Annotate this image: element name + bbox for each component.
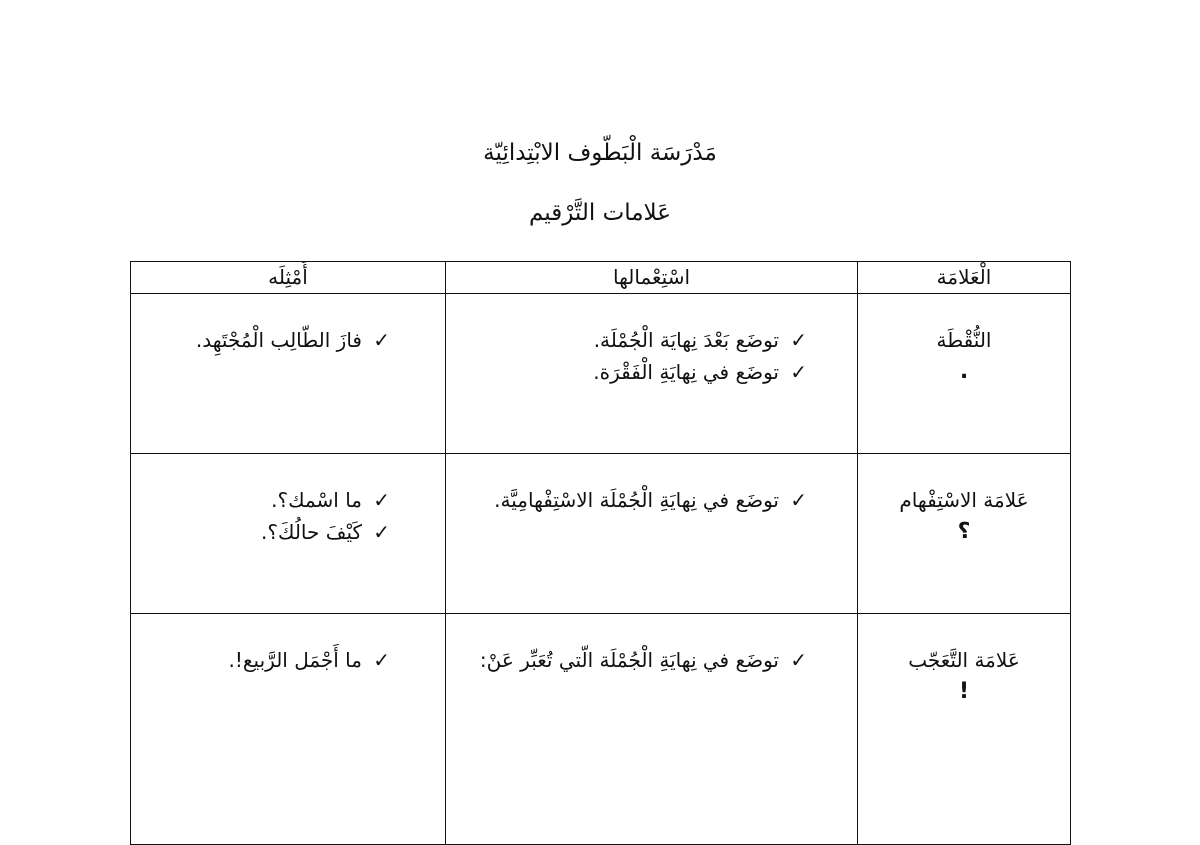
mark-symbol: ؟ bbox=[957, 519, 971, 544]
examples-cell bbox=[131, 614, 446, 845]
examples-cell bbox=[131, 294, 446, 454]
checkmark-icon: ✓ bbox=[373, 648, 390, 672]
mark-name: عَلامَة التَّعَجّب bbox=[908, 648, 1020, 672]
usage-cell bbox=[446, 614, 858, 845]
table-row bbox=[131, 294, 1071, 454]
document-title: عَلامات التَّرْقيم bbox=[528, 200, 671, 226]
usage-cell bbox=[446, 294, 858, 454]
list-item: ✓ فازَ الطّالِب الْمُجْتَهِد. bbox=[131, 324, 390, 356]
table-header-row bbox=[131, 262, 1071, 294]
checkmark-icon: ✓ bbox=[790, 360, 807, 384]
usage-cell bbox=[446, 454, 858, 614]
list-item: ✓ توضَع بَعْدَ نِهايَة الْجُمْلَة. bbox=[446, 324, 807, 356]
mark-symbol: ! bbox=[958, 679, 970, 704]
table-row bbox=[131, 454, 1071, 614]
list-item: ✓ توضَع في نِهايَةِ الْفَقْرَة. bbox=[446, 356, 807, 388]
checkmark-icon: ✓ bbox=[373, 328, 390, 352]
list-item: ✓ توضَع في نِهايَةِ الْجُمْلَة الاسْتِفْهامِيَّة. bbox=[446, 484, 807, 516]
mark-name: النُّقْطَة bbox=[936, 328, 992, 352]
mark-cell bbox=[858, 454, 1071, 614]
mark-cell bbox=[858, 614, 1071, 845]
header-mark: الْعَلامَة bbox=[858, 262, 1071, 294]
mark-symbol: . bbox=[959, 359, 969, 384]
checkmark-icon: ✓ bbox=[373, 488, 390, 512]
checkmark-icon: ✓ bbox=[790, 488, 807, 512]
list-item: ✓ توضَع في نِهايَةِ الْجُمْلَة الّتي تُعَبِّر عَنْ: bbox=[446, 644, 807, 676]
header-usage: اسْتِعْمالها bbox=[446, 262, 858, 294]
checkmark-icon: ✓ bbox=[790, 328, 807, 352]
list-item: ✓ ما أَجْمَل الرَّبيع!. bbox=[131, 644, 390, 676]
checkmark-icon: ✓ bbox=[373, 520, 390, 544]
header-examples: أَمْثِلَه bbox=[131, 262, 446, 294]
mark-cell bbox=[858, 294, 1071, 454]
examples-cell bbox=[131, 454, 446, 614]
list-item: ✓ ما اسْمك؟. bbox=[131, 484, 390, 516]
punctuation-table bbox=[130, 261, 1071, 845]
list-item: ✓ كَيْفَ حالُكَ؟. bbox=[131, 516, 390, 548]
checkmark-icon: ✓ bbox=[790, 648, 807, 672]
table-row bbox=[131, 614, 1071, 845]
school-name: مَدْرَسَة الْبَطّوف الابْتِدائِيّة bbox=[483, 140, 717, 166]
mark-name: عَلامَة الاسْتِفْهام bbox=[899, 488, 1029, 512]
